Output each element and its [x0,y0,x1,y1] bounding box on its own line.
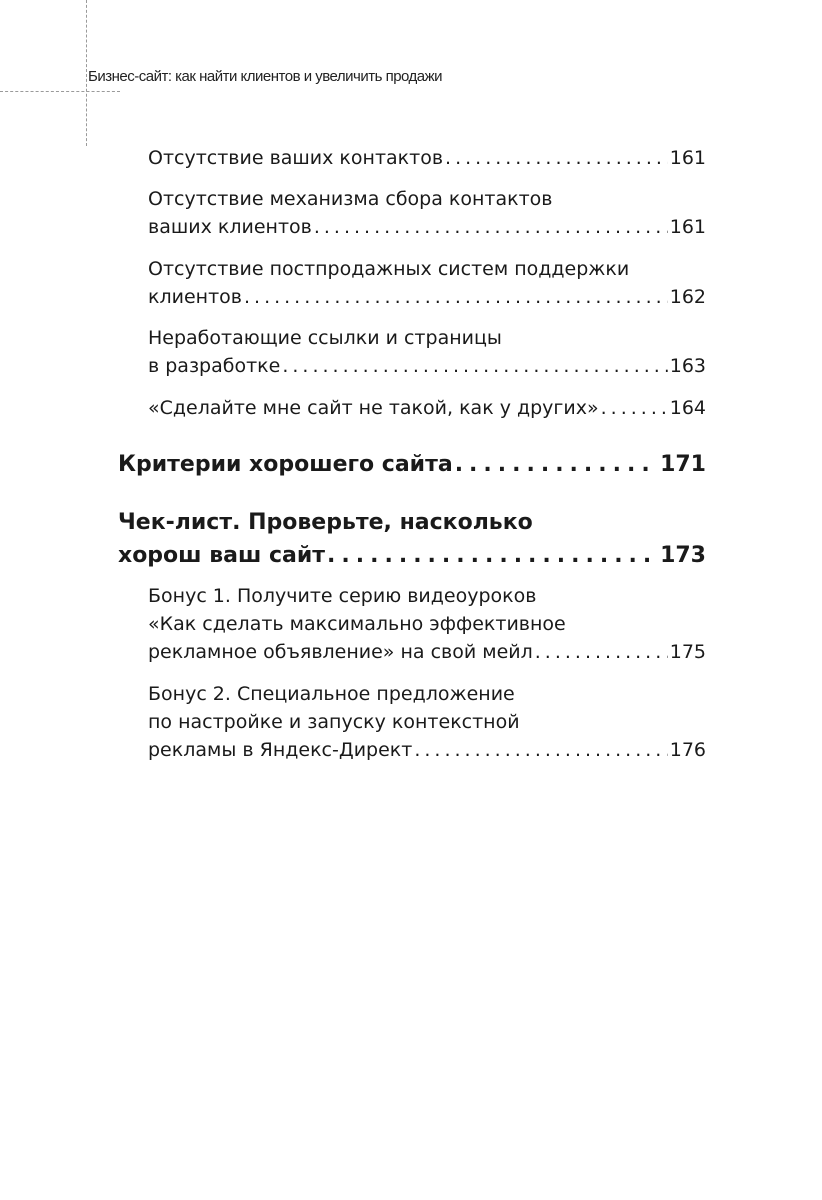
toc-chapter-title-cont: хорош ваш сайт [118,543,326,568]
toc-entry-title-cont: рекламы в Яндекс-Директ [148,739,413,761]
toc-chapter-title: Чек-лист. Проверьте, насколько [118,510,533,535]
toc-entry-title: Неработающие ссылки и страницы [148,327,502,349]
toc-page-number: 164 [669,397,706,419]
toc-entry-title: Отсутствие постпродажных систем поддержки [148,258,630,280]
running-head: Бизнес-сайт: как найти клиентов и увеличить продажи [88,68,443,85]
toc-page-number: 161 [669,216,706,238]
toc-entry-title: Бонус 1. Получите серию видеоуроков [148,585,537,607]
toc-leader-dots [445,144,668,172]
toc-page-number: 171 [660,452,706,477]
toc-leader-dots [244,283,668,311]
toc-page-number: 175 [669,641,706,663]
toc-entry-title: «Сделайте мне сайт не такой, как у других» [148,397,599,419]
toc-leader-dots [314,213,668,241]
toc-entry-title-cont: по настройке и запуску контекстной [148,711,520,733]
toc-page-number: 176 [669,739,706,761]
crop-mark-horizontal [0,91,120,92]
toc-entry [148,185,706,241]
toc-leader-dots [414,736,667,764]
toc-leader-dots [535,638,668,666]
toc-page-number: 173 [660,543,706,568]
toc-entry [148,144,706,172]
toc-chapter-title: Критерии хорошего сайта [118,452,453,477]
toc-page-number: 162 [669,286,706,308]
toc-entry [148,255,706,311]
toc-entry-title-cont: ваших клиентов [148,216,312,238]
toc-entry-title: Отсутствие механизма сбора контактов [148,188,553,210]
toc-entry-title: Отсутствие ваших контактов [148,147,444,169]
toc-entry-title: Бонус 2. Специальное предложение [148,683,515,705]
toc-page-number: 161 [669,147,706,169]
toc-chapter [118,448,706,481]
toc-entry [148,582,706,666]
toc-entry-title-cont: в разработке [148,355,281,377]
crop-mark-vertical [86,0,87,146]
toc-leader-dots [327,539,658,572]
toc-entry [148,680,706,764]
toc-entry-title-cont: клиентов [148,286,242,308]
toc-leader-dots [282,352,667,380]
toc-entry [148,394,706,422]
toc-leader-dots [455,448,658,481]
toc-chapter [118,506,706,572]
toc-leader-dots [601,394,668,422]
toc-page-number: 163 [669,355,706,377]
toc-entry [148,324,706,380]
toc-entry-title-cont: «Как сделать максимально эффективное [148,613,566,635]
toc-entry-title-cont: рекламное объявление» на свой мейл [148,641,533,663]
